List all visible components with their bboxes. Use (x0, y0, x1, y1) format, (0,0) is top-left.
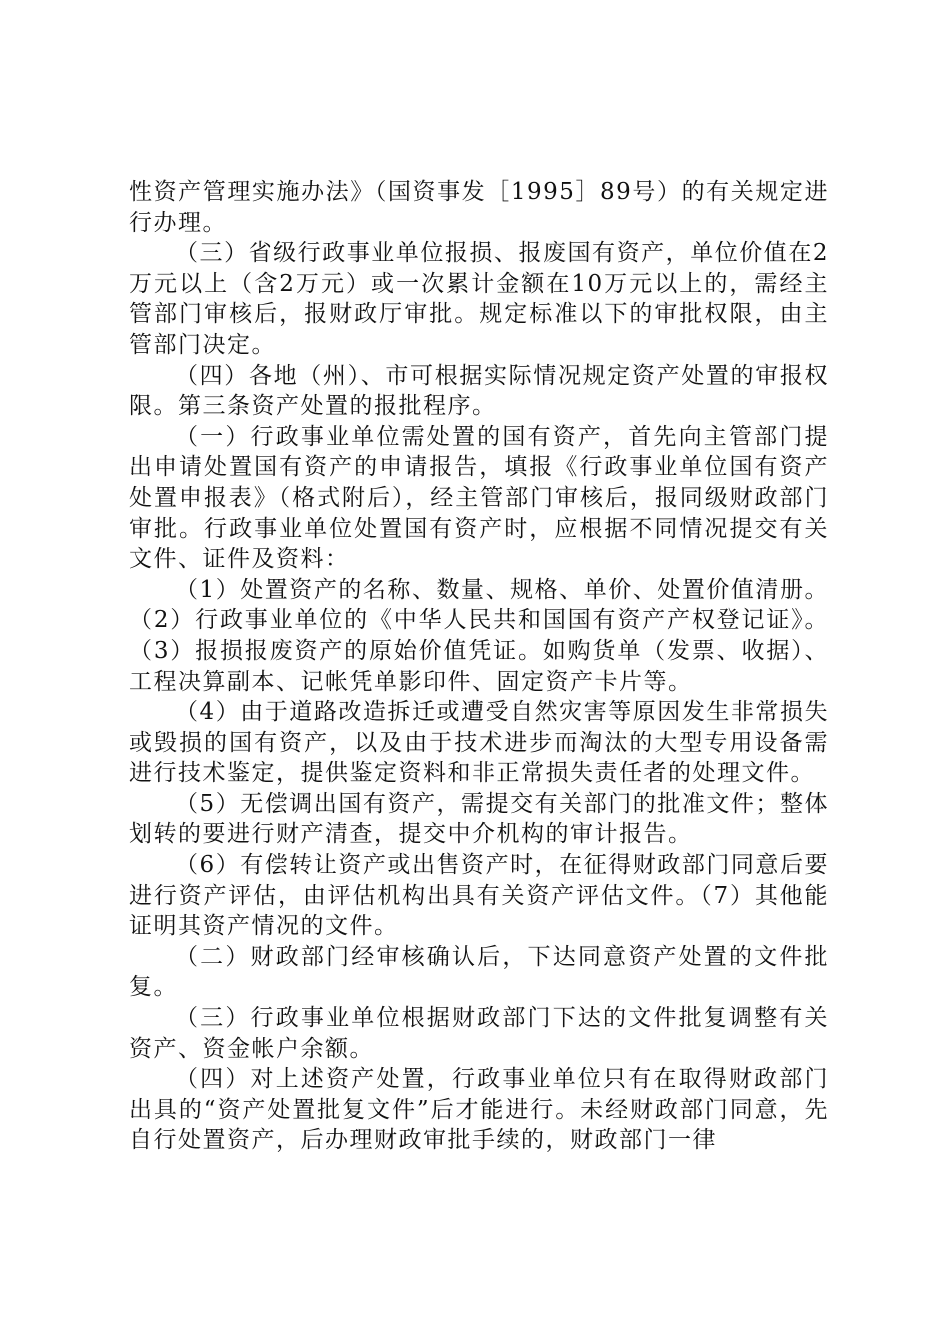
paragraph: （6）有偿转让资产或出售资产时，在征得财政部门同意后要进行资产评估，由评估机构出具有关资产评估文件。（7）其他能证明其资产情况的文件。 (129, 852, 829, 940)
document-body (129, 177, 829, 1156)
paragraph: （5）无偿调出国有资产，需提交有关部门的批准文件；整体划转的要进行财产清查，提交中介机构的审计报告。 (129, 790, 829, 848)
paragraph: 性资产管理实施办法》（国资事发［1995］89号）的有关规定进行办理。 (129, 179, 829, 236)
paragraph: （二）财政部门经审核确认后，下达同意资产处置的文件批复。 (129, 943, 829, 1001)
paragraph: （四）各地（州）、市可根据实际情况规定资产处置的审报权限。第三条资产处置的报批程序。 (129, 362, 829, 420)
paragraph: （四）对上述资产处置，行政事业单位只有在取得财政部门出具的“资产处置批复文件”后才能进行。未经财政部门同意，先自行处置资产，后办理财政审批手续的，财政部门一律 (129, 1066, 829, 1154)
paragraph: （三）行政事业单位根据财政部门下达的文件批复调整有关资产、资金帐户余额。 (129, 1005, 829, 1062)
paragraph: （1）处置资产的名称、数量、规格、单价、处置价值清册。（2）行政事业单位的《中华人民共和国国有资产产权登记证》。（3）报损报废资产的原始价值凭证。如购货单（发票、收据）、工程决算副本、记帐凭单影印件、固定资产卡片等。 (129, 576, 829, 695)
paragraph: （一）行政事业单位需处置的国有资产，首先向主管部门提出申请处置国有资产的申请报告，填报《行政事业单位国有资产处置申报表》（格式附后），经主管部门审核后，报同级财政部门审批。行政事业单位处置国有资产时，应根据不同情况提交有关文件、证件及资料： (129, 423, 829, 573)
paragraph: （4）由于道路改造拆迁或遭受自然灾害等原因发生非常损失或毁损的国有资产，以及由于技术进步而淘汰的大型专用设备需进行技术鉴定，提供鉴定资料和非正常损失责任者的处理文件。 (129, 699, 829, 787)
paragraph: （三）省级行政事业单位报损、报废国有资产，单位价值在2万元以上（含2万元）或一次累计金额在10万元以上的，需经主管部门审核后，报财政厅审批。规定标准以下的审批权限，由主管部门决定。 (129, 240, 829, 358)
